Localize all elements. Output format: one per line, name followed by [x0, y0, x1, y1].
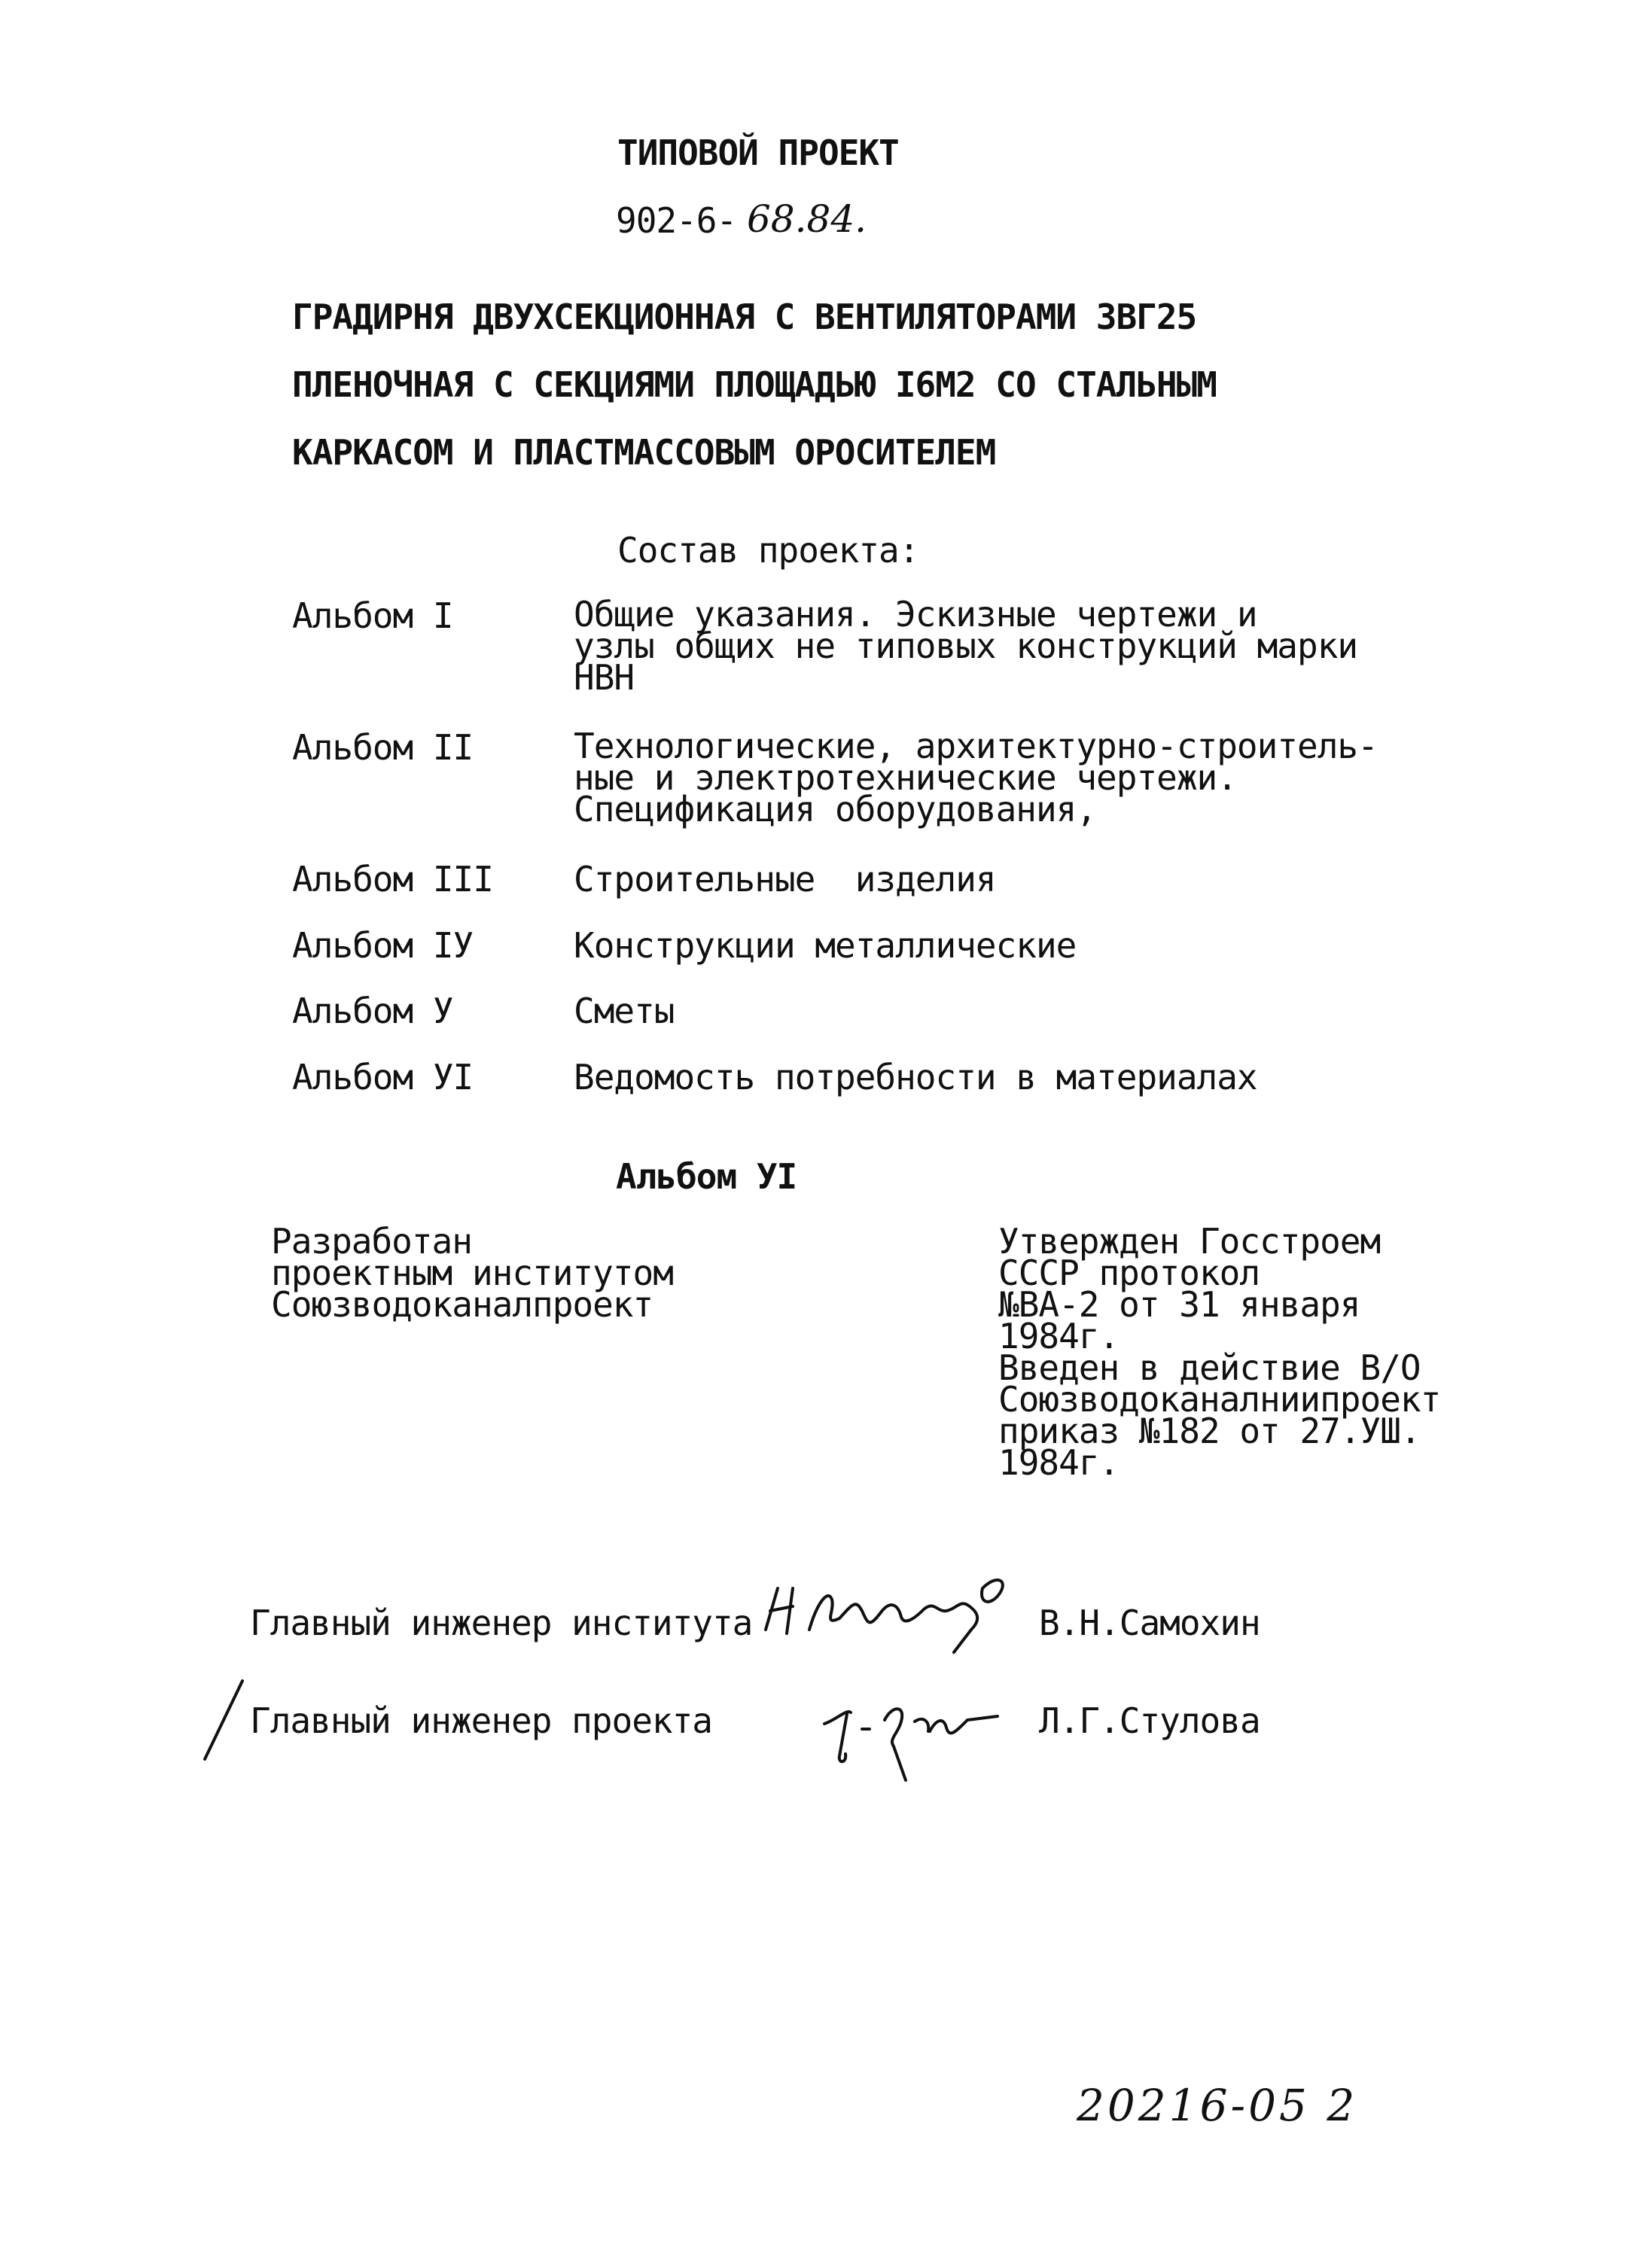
developed-by: Разработан проектным институтом Союзводоканалпроект — [271, 1221, 673, 1325]
album-1-desc: Общие указания. Эскизные чертежи и узлы общих не типовых конструкций марки НВН — [574, 594, 1358, 698]
project-number-prefix: 902-6- — [616, 200, 737, 241]
approved-by: Утвержден Госстроем СССР протокол №ВА-2 от 31 января 1984г. Введен в действие В/О Союзводоканалниипроект приказ №182 от 27.УШ. 1984г. — [998, 1221, 1441, 1483]
album-2-desc: Технологические, архитектурно-строитель- ные и электротехнические чертежи. Спецификация оборудования, — [574, 726, 1378, 830]
check-mark-icon — [197, 1675, 250, 1765]
album-3-desc: Строительные изделия — [574, 859, 996, 900]
album-6-desc: Ведомость потребности в материалах — [574, 1057, 1257, 1097]
signature-1-handwritten-icon — [757, 1558, 1028, 1664]
signature-2-role: Главный инженер проекта — [250, 1700, 712, 1741]
album-3-label: Альбом III — [292, 859, 493, 900]
title-line-2: ПЛЕНОЧНАЯ С СЕКЦИЯМИ ПЛОЩАДЬЮ I6М2 СО СТАЛЬНЫМ — [292, 364, 1217, 405]
album-6-label: Альбом УI — [292, 1057, 474, 1097]
signature-1-name: В.Н.Самохин — [1039, 1603, 1260, 1643]
album-5-label: Альбом У — [292, 991, 453, 1031]
current-album: Альбом УI — [616, 1156, 797, 1197]
signature-2-handwritten-icon — [817, 1675, 1005, 1788]
album-4-desc: Конструкции металлические — [574, 925, 1077, 966]
doc-type: ТИПОВОЙ ПРОЕКТ — [617, 132, 899, 173]
project-number-handwritten: 68.84. — [747, 197, 867, 241]
title-line-1: ГРАДИРНЯ ДВУХСЕКЦИОННАЯ С ВЕНТИЛЯТОРАМИ 3ВГ25 — [292, 297, 1197, 337]
title-line-3: КАРКАСОМ И ПЛАСТМАССОВЫМ ОРОСИТЕЛЕМ — [292, 432, 996, 473]
album-4-label: Альбом IУ — [292, 925, 474, 966]
signature-2-name: Л.Г.Стулова — [1039, 1700, 1260, 1741]
footer-code: 20216-05 2 — [1077, 2080, 1358, 2131]
album-2-label: Альбом II — [292, 727, 474, 768]
album-5-desc: Сметы — [574, 991, 675, 1031]
contents-heading: Состав проекта: — [617, 530, 919, 571]
album-1-label: Альбом I — [292, 595, 453, 636]
signature-1-role: Главный инженер института — [250, 1603, 753, 1643]
